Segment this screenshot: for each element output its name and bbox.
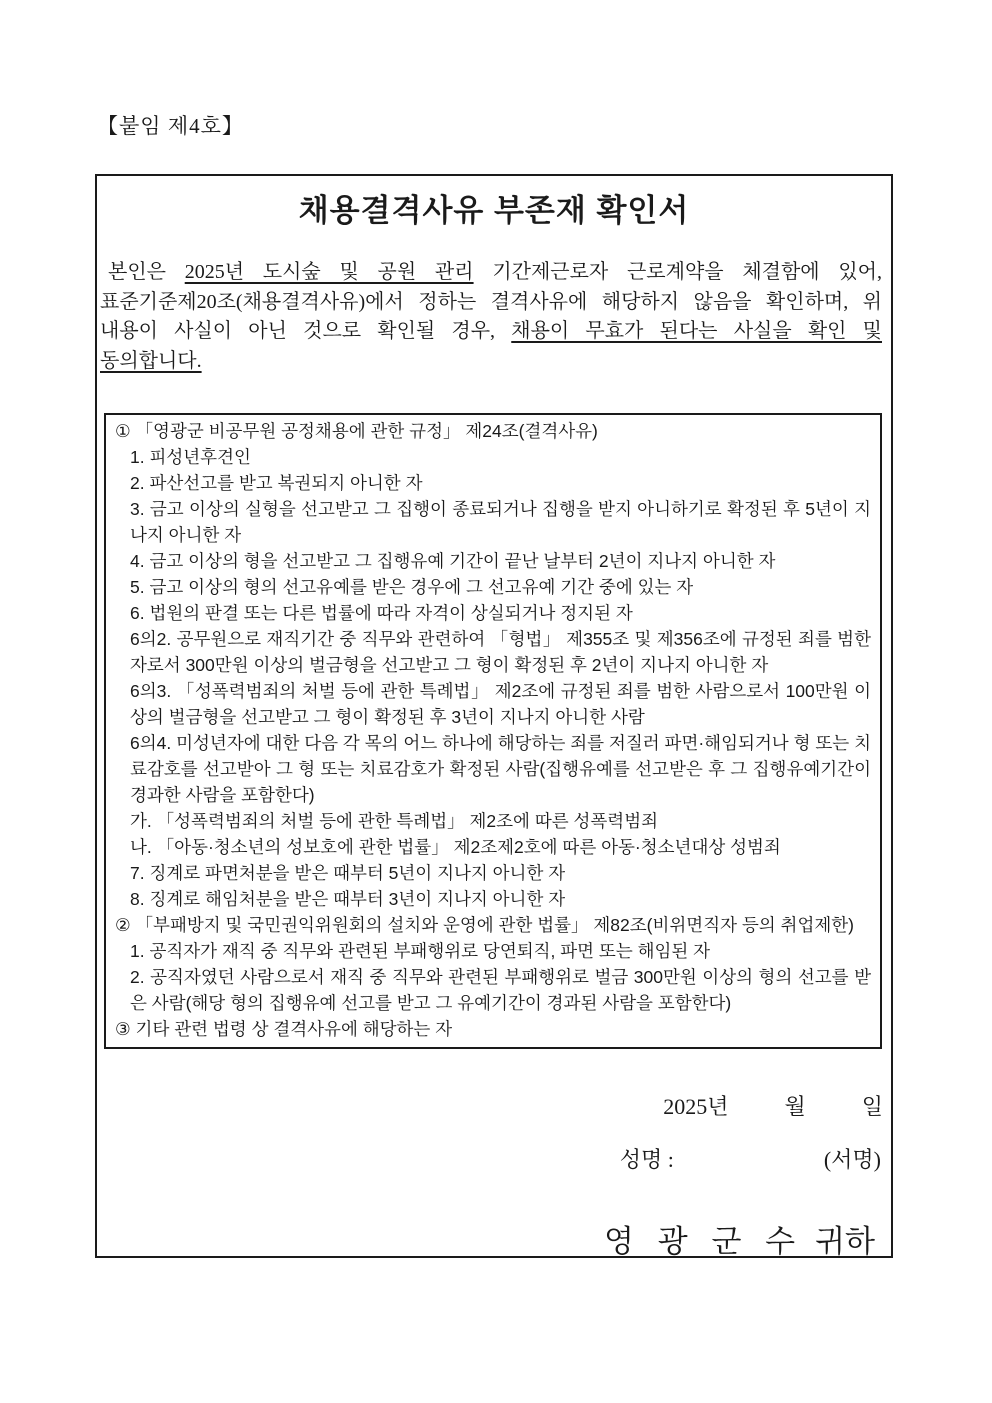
clause-item: ② 「부패방지 및 국민권익위원회의 설치와 운영에 관한 법률」 제82조(비위면직자 등의 취업제한) (115, 915, 855, 935)
clause-item: 6. 법원의 판결 또는 다른 법률에 따라 자격이 상실되거나 정지된 자 (130, 603, 633, 623)
clause-item: 4. 금고 이상의 형을 선고받고 그 집행유예 기간이 끝난 날부터 2년이 지나지 아니한 자 (130, 551, 776, 571)
form-container (95, 174, 893, 1258)
underlined-text: 2025년 도시숲 및 공원 관리 (184, 261, 474, 283)
date-day: 일 (861, 1094, 883, 1119)
intro-text: 기간제근로자 근로계약을 체결함에 있어, (492, 261, 882, 283)
clause-item: 6의4. 미성년자에 대한 다음 각 목의 어느 하나에 해당하는 죄를 저질러 파면·해임되거나 형 또는 치료감호를 선고받아 그 형 또는 치료감호가 확정된 사람(집행유예를 선고받은 후 그 집행유예기간이 경과한 사람을 포함한다) (130, 733, 871, 805)
date-row (97, 1090, 891, 1121)
clause-item: 나. 「아동·청소년의 성보호에 관한 법률」 제2조제2호에 따른 아동·청소년대상 성범죄 (130, 837, 781, 857)
clause-item: 2. 파산선고를 받고 복권되지 아니한 자 (130, 473, 423, 493)
clause-item: ① 「영광군 비공무원 공정채용에 관한 규정」 제24조(결격사유) (115, 421, 598, 441)
clause-item: 1. 공직자가 재직 중 직무와 관련된 부패행위로 당연퇴직, 파면 또는 해임된 자 (130, 941, 711, 961)
attachment-label: 【붙임 제4호】 (97, 114, 244, 138)
signature-label: (서명) (823, 1147, 881, 1172)
name-row (97, 1143, 891, 1174)
clause-item: 2. 공직자였던 사람으로서 재직 중 직무와 관련된 부패행위로 벌금 300만원 이상의 형의 선고를 받은 사람(해당 형의 집행유예 선고를 받고 그 유예기간이 경과된 사람을 포함한다) (130, 967, 871, 1013)
intro-text: 내용이 사실이 아닌 것으로 확인될 경우, (100, 320, 496, 343)
clause-item: 6의2. 공무원으로 재직기간 중 직무와 관련하여 「형법」 제355조 및 제356조에 규정된 죄를 범한 자로서 300만원 이상의 벌금형을 선고받고 그 형이 확정된 후 2년이 지나지 아니한 자 (130, 629, 871, 675)
name-label: 성명 : (619, 1147, 674, 1172)
underlined-text: 채용이 무효가 된다는 사실을 확인 및 (511, 320, 882, 343)
clause-item: 7. 징계로 파면처분을 받은 때부터 5년이 지나지 아니한 자 (130, 863, 566, 883)
clause-item: 가. 「성폭력범죄의 처벌 등에 관한 특례법」 제2조에 따른 성폭력범죄 (130, 811, 659, 831)
recipient-honorific: 귀하 (815, 1224, 875, 1259)
intro-line (100, 347, 882, 377)
clause-item: ③ 기타 관련 법령 상 결격사유에 해당하는 자 (115, 1019, 453, 1039)
clause-item: 6의3. 「성폭력범죄의 처벌 등에 관한 특례법」 제2조에 규정된 죄를 범한 사람으로서 100만원 이상의 벌금형을 선고받고 그 형이 확정된 후 3년이 지나지 아니한 사람 (130, 681, 871, 727)
clause-item: 1. 피성년후견인 (130, 447, 251, 467)
recipient-name: 영 광 군 수 (604, 1224, 804, 1259)
intro-line (100, 288, 882, 318)
clause-item: 3. 금고 이상의 실형을 선고받고 그 집행이 종료되거나 집행을 받지 아니하기로 확정된 후 5년이 지나지 아니한 자 (130, 499, 871, 545)
recipient-line (97, 1216, 891, 1261)
clause-box (104, 413, 882, 1049)
intro-line (100, 258, 882, 288)
intro-line (100, 317, 882, 347)
page-title: 채용결격사유 부존재 확인서 (298, 193, 690, 228)
clause-item: 8. 징계로 해임처분을 받은 때부터 3년이 지나지 아니한 자 (130, 889, 566, 909)
intro-text: 본인은 (108, 261, 166, 283)
intro-text: 표준기준제20조(채용결격사유)에서 정하는 결격사유에 해당하지 않음을 확인하며, 위 (100, 290, 882, 313)
date-month: 월 (784, 1094, 806, 1119)
intro-paragraph (100, 258, 882, 376)
clause-item: 5. 금고 이상의 형의 선고유예를 받은 경우에 그 선고유예 기간 중에 있는 자 (130, 577, 694, 597)
underlined-text: 동의합니다. (100, 349, 202, 372)
name-blank-area (674, 1166, 824, 1167)
date-year: 2025년 (663, 1094, 729, 1119)
